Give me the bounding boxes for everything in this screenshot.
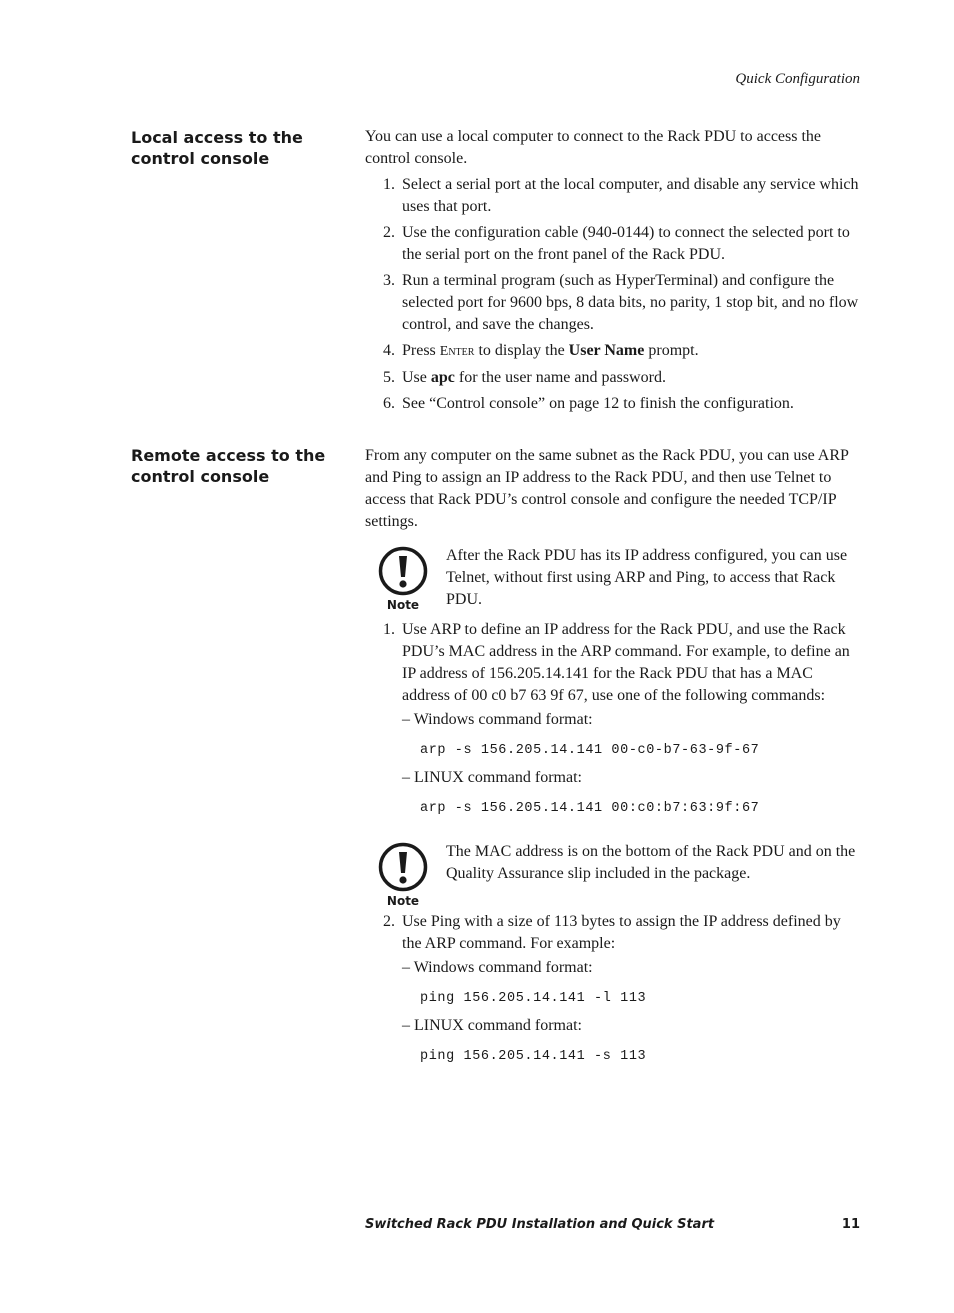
list-item bbox=[365, 367, 860, 389]
heading-local-line1: Local access to the bbox=[131, 128, 303, 147]
note-label: Note bbox=[386, 598, 420, 612]
step-number: 6. bbox=[383, 395, 395, 412]
step-text: Use the configuration cable (940-0144) to connect the selected port to the serial port on the front panel of the Rack PDU. bbox=[402, 224, 850, 263]
step-text: Use ARP to define an IP address for the Rack PDU, and use the Rack PDU’s MAC address in the ARP command. For example, to define an IP address of 156.205.14.141 for the Rack PDU that has a MAC address of 00 c0 b7 63 9f 67, use one of the following commands: bbox=[402, 621, 850, 704]
step-text: Run a terminal program (such as HyperTerminal) and configure the selected port for 9600 bps, 8 data bits, no parity, 1 stop bit, and no flow control, and save the changes. bbox=[402, 272, 859, 333]
linux-format-label: – LINUX command format: bbox=[402, 769, 582, 786]
heading-remote-line2: control console bbox=[131, 467, 270, 486]
list-item bbox=[365, 619, 860, 707]
step-text: for the user name and password. bbox=[454, 369, 666, 386]
list-item bbox=[365, 270, 860, 336]
footer-title: Switched Rack PDU Installation and Quick Start bbox=[365, 1217, 715, 1232]
step-number: 4. bbox=[383, 342, 395, 359]
note-exclamation-icon bbox=[377, 841, 429, 909]
heading-local-line2: control console bbox=[131, 149, 270, 168]
page-number: 11 bbox=[841, 1217, 860, 1232]
step-text: prompt. bbox=[644, 342, 699, 359]
remote-steps-list bbox=[365, 619, 860, 707]
step-text: Use bbox=[402, 369, 431, 386]
arp-linux-command: arp -s 156.205.14.141 00:c0:b7:63:9f:67 bbox=[420, 801, 760, 816]
step-text: Press bbox=[402, 342, 440, 359]
step-text: to display the bbox=[474, 342, 569, 359]
step-number: 3. bbox=[383, 272, 395, 289]
list-item bbox=[365, 340, 860, 363]
step-number: 1. bbox=[383, 176, 395, 193]
remote-access-body bbox=[365, 445, 860, 1073]
running-header: Quick Configuration bbox=[735, 71, 860, 87]
windows-format-label: – Windows command format: bbox=[402, 711, 593, 728]
note-label: Note bbox=[386, 894, 420, 908]
step-number: 5. bbox=[383, 369, 395, 386]
list-item bbox=[365, 174, 860, 218]
arp-windows-command: arp -s 156.205.14.141 00-c0-b7-63-9f-67 bbox=[420, 743, 760, 758]
step-text: Select a serial port at the local computer, and disable any service which uses that port. bbox=[402, 176, 859, 215]
note-text: After the Rack PDU has its IP address configured, you can use Telnet, without first using ARP and Ping, to access that Rack PDU. bbox=[446, 547, 848, 608]
linux-format-label: – LINUX command format: bbox=[402, 1017, 582, 1034]
note-box bbox=[365, 841, 860, 908]
local-intro: You can use a local computer to connect to the Rack PDU to access the control console. bbox=[365, 128, 822, 167]
list-item bbox=[365, 393, 860, 415]
list-item bbox=[365, 222, 860, 266]
user-name-prompt: User Name bbox=[568, 342, 645, 359]
remote-intro: From any computer on the same subnet as the Rack PDU, you can use ARP and Ping to assign an IP address to the Rack PDU, and then use Telnet to access that Rack PDU’s control console and configure the needed TCP/IP settings. bbox=[365, 447, 849, 530]
enter-key-label: Enter bbox=[439, 344, 475, 359]
local-steps-list bbox=[365, 174, 860, 415]
remote-steps-list-2 bbox=[365, 911, 860, 955]
windows-format-label: – Windows command format: bbox=[402, 959, 593, 976]
step-number: 1. bbox=[383, 621, 395, 638]
step-text: See “Control console” on page 12 to finish the configuration. bbox=[402, 395, 794, 412]
local-access-body bbox=[365, 126, 860, 415]
ping-linux-command: ping 156.205.14.141 -s 113 bbox=[420, 1049, 647, 1064]
list-item bbox=[365, 911, 860, 955]
step-number: 2. bbox=[383, 913, 395, 930]
apc-credential: apc bbox=[430, 369, 455, 386]
note-text: The MAC address is on the bottom of the Rack PDU and on the Quality Assurance slip included in the package. bbox=[446, 843, 856, 882]
ping-windows-command: ping 156.205.14.141 -l 113 bbox=[420, 991, 647, 1006]
heading-remote-line1: Remote access to the bbox=[131, 446, 326, 465]
step-text: Use Ping with a size of 113 bytes to assign the IP address defined by the ARP command. For example: bbox=[402, 913, 841, 952]
heading-remote-access bbox=[131, 445, 341, 487]
heading-local-access bbox=[131, 127, 341, 169]
note-box bbox=[365, 545, 860, 611]
step-number: 2. bbox=[383, 224, 395, 241]
note-exclamation-icon bbox=[377, 545, 429, 613]
